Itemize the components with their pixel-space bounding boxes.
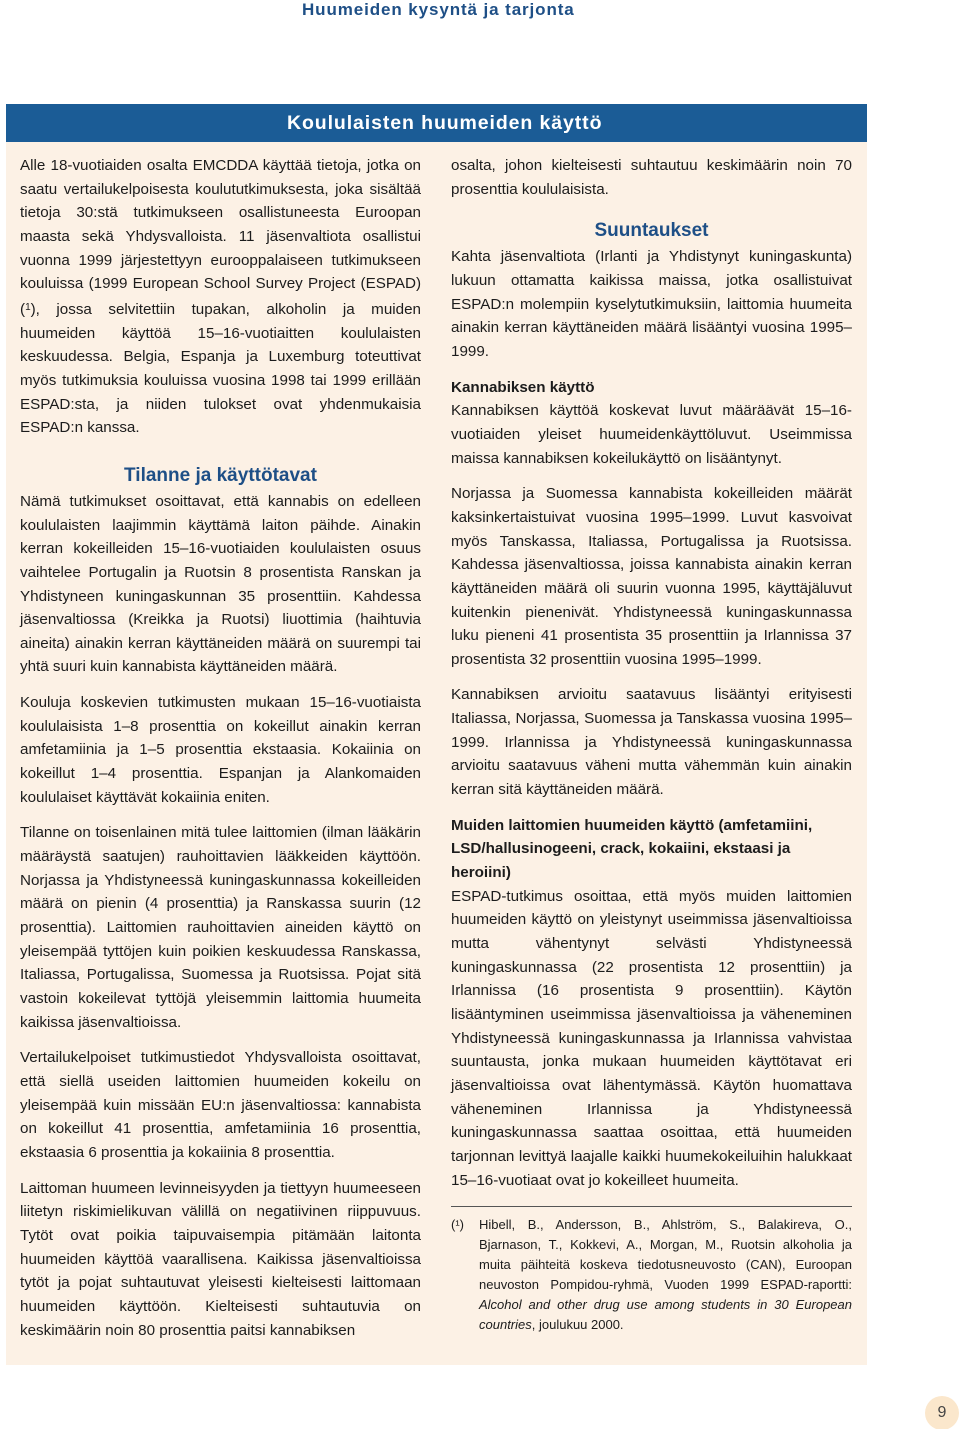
heading-tilanne: Tilanne ja käyttötavat [124,464,317,486]
paragraph-cannabis-countries: Norjassa ja Suomessa kannabista kokeilleiden määrät kaksinkertaistuivat vuosina 1995–1999. Luvut kasvoivat myös Tanskassa, Italiassa, Portugalissa ja Ruotsissa. Kahdessa jäsenvaltiossa, joissa kannabista ainakin kerran käyttäneiden määrä oli suurin vuonna 1995, käyttäjäluvut kuitenkin pienenivät. Yhdistyneessä kuningaskunnassa luku pieneni 41 prosentista 35 prosenttiin ja Irlannissa 37 prosentista 32 prosenttiin vuosina 1995–1999. [451,485,852,668]
heading-muiden: Muiden laittomien huumeiden käyttö (amfetamiini, LSD/hallusinogeeni, crack, kokaiini, ekstaasi ja heroiini) [451,816,813,882]
paragraph-amphetamine: Kouluja koskevien tutkimusten mukaan 15–16-vuotiaista koululaisista 1–8 prosenttia on kokeillut ainakin kerran amfetamiinia ja 1–5 prosenttia ekstaasia. Kokaiinia on kokeillut 1–4 prosenttia. Espanjan ja Alankomaiden koululaiset käyttävät kokaiinia eniten. [20,694,421,806]
footnote [451,1215,852,1335]
paragraph-cannabis-availability: Kannabiksen arvioitu saatavuus lisääntyi erityisesti Italiassa, Norjassa, Suomessa ja Tanskassa vuosina 1995–1999. Irlannissa ja Yhdistyneessä kuningaskunnassa arvioitu saatavuus väheni mutta vähemmän kuin ainakin kerran sitä käyttäneiden määrä. [451,686,852,799]
paragraph-cannabis-figures: Kannabiksen käyttöä koskevat luvut määräävät 15–16-vuotiaiden yleiset huumeidenkäyttöluvut. Useimmissa maissa kannabiksen kokeilukäyttö on lisääntynyt. [451,402,852,467]
right-column [451,154,852,1335]
left-column [20,154,421,1342]
paragraph-trends: Kahta jäsenvaltiota (Irlanti ja Yhdistynyt kuningaskunta) lukuun ottamatta kaikissa maissa, jotka osallistuivat ESPAD:n molempiin kyselytutkimuksiin, laittomia huumeita ainakin kerran käyttäneiden määrä lisääntyi vuosina 1995–1999. [451,248,852,360]
paragraph-risk: Laittoman huumeen levinneisyyden ja tiettyyn huumeeseen liitetyn riskimielikuvan välillä on negatiivinen riippuvuus. Tytöt ovat poikia taipuvaisempia pitämään laitonta huumeiden käyttöä vaarallisena. Kaikissa jäsenvaltioissa tytöt ja pojat suhtautuvat yleisesti kielteisesti laittomaan huumeiden käyttöön. Kielteisesti suhtautuvia on keskimäärin noin 80 prosenttia paitsi kannabiksen [20,1179,421,1339]
footnote-report-title: Alcohol and other drug use among students in 30 European countries [479,1297,852,1333]
paragraph-other-drugs: ESPAD-tutkimus osoittaa, että myös muiden laittomien huumeiden käyttö on yleistynyt useimmissa jäsenvaltioissa mutta vähentynyt selvästi Yhdistyneessä kuningaskunnassa (22 prosentista 12 prosenttiin) ja Irlannissa (16 prosentista 9 prosenttiin). Käytön lisääntyminen useimmissa jäsenvaltioissa ja väheneminen Yhdistyneessä kuningaskunnassa ja Irlannissa vahvistaa suuntausta, jonka mukaan huumeiden käyttötavat eri jäsenvaltioissa ovat lähentymässä. Käytön huomattava väheneminen Irlannissa ja Yhdistyneessä kuningaskunnassa saattaa osoittaa, että huumeiden tarjonnan levittyä laajalle kaikki huumekokeiluihin halukkaat 15–16-vuotiaat ovat jo kokeilleet huumeita. [451,887,852,1189]
section-title-bar [6,104,867,142]
paragraph-cannabis: Nämä tutkimukset osoittavat, että kannabis on edelleen koululaisten laajimmin käyttämä laiton päihde. Ainakin kerran kokeilleiden 15–16-vuotiaiden koululaisten osuus vaihtelee Portugalin ja Ruotsin 8 prosentista Ranskan ja Yhdistyneen kuningaskunnan 35 prosenttiin. Kahdessa jäsenvaltiossa (Kreikka ja Ruotsi) liuottimia (haihtuvia aineita) ainakin kerran käyttäneiden määrä on suurempi tai yhtä suuri kuin kannabista käyttäneiden määrä. [20,492,421,676]
running-header: Huumeiden kysyntä ja tarjonta [302,0,575,19]
footnote-divider [451,1206,852,1207]
heading-kannabis: Kannabiksen käyttö [451,378,595,396]
footnote-mark: (¹) [451,1217,464,1233]
paragraph-tranquillisers: Tilanne on toisenlainen mitä tulee laittomien (ilman lääkärin määräystä saatujen) rauhoittavien lääkkeiden käyttöön. Norjassa ja Yhdistyneessä kuningaskunnassa kokeilleiden määrä on pienin (4 prosenttia) ja Ranskassa suurin (12 prosenttia). Laittomien rauhoittavien aineiden käyttö on yleisempää tyttöjen kuin poikien keskuudessa Ranskassa, Italiassa, Portugalissa, Suomessa ja Ruotsissa. Pojat sitä vastoin kokeilevat tyttöjä yleisemmin laittomia huumeita kaikissa jäsenvaltioissa. [20,824,421,1031]
page-number: 9 [925,1396,959,1429]
paragraph-continuation: osalta, johon kielteisesti suhtautuu keskimäärin noin 70 prosenttia koululaisista. [451,157,852,198]
footnote-ref: 1 [25,301,31,313]
heading-suuntaukset: Suuntaukset [594,220,709,242]
footnote-text: Hibell, B., Andersson, B., Ahlström, S., Balakireva, O., Bjarnason, T., Kokkevi, A., Morgan, M., Ruotsin alkoholia ja muita päihteitä koskeva tiedotusneuvosto (CAN), Euroopan neuvoston Pompidou-ryhmä, Vuoden 1999 ESPAD-raportti: Alcohol and other drug use among students in 30 European countries, joulukuu 2000. [479,1217,852,1333]
paragraph-usa: Vertailukelpoiset tutkimustiedot Yhdysvalloista osoittavat, että siellä useiden laittomien huumeiden kokeilu on yleisempää kuin missään EU:n jäsenvaltiossa: kannabista on kokeillut 41 prosenttia, amfetamiinia 16 prosenttia, ekstaasia 6 prosenttia ja kokaiinia 8 prosenttia. [20,1049,421,1161]
intro-paragraph: Alle 18-vuotiaiden osalta EMCDDA käyttää tietoja, jotka on saatu vertailukelpoisesta koulututkimuksesta, joka sisältää tietoja 30:stä tutkimukseen osallistuneesta Euroopan maasta sekä Yhdysvalloista. 11 jäsenvaltiota osallistui vuonna 1999 järjestettyyn eurooppalaiseen tutkimukseen kouluissa (1999 European School Survey Project (ESPAD) ($^1$), jossa selvitettiin tupakan, alkoholin ja muiden huumeiden käyttöä 15–16-vuotiaitten koululaisten keskuudessa. Belgia, Espanja ja Luxemburg toteuttivat myös tutkimuksia kouluissa vuosina 1998 tai 1999 erillään ESPAD:sta, ja niiden tulokset ovat yhdenmukaisia ESPAD:n kanssa. [20,157,421,437]
section-title: Koululaisten huumeiden käyttö [287,112,603,134]
